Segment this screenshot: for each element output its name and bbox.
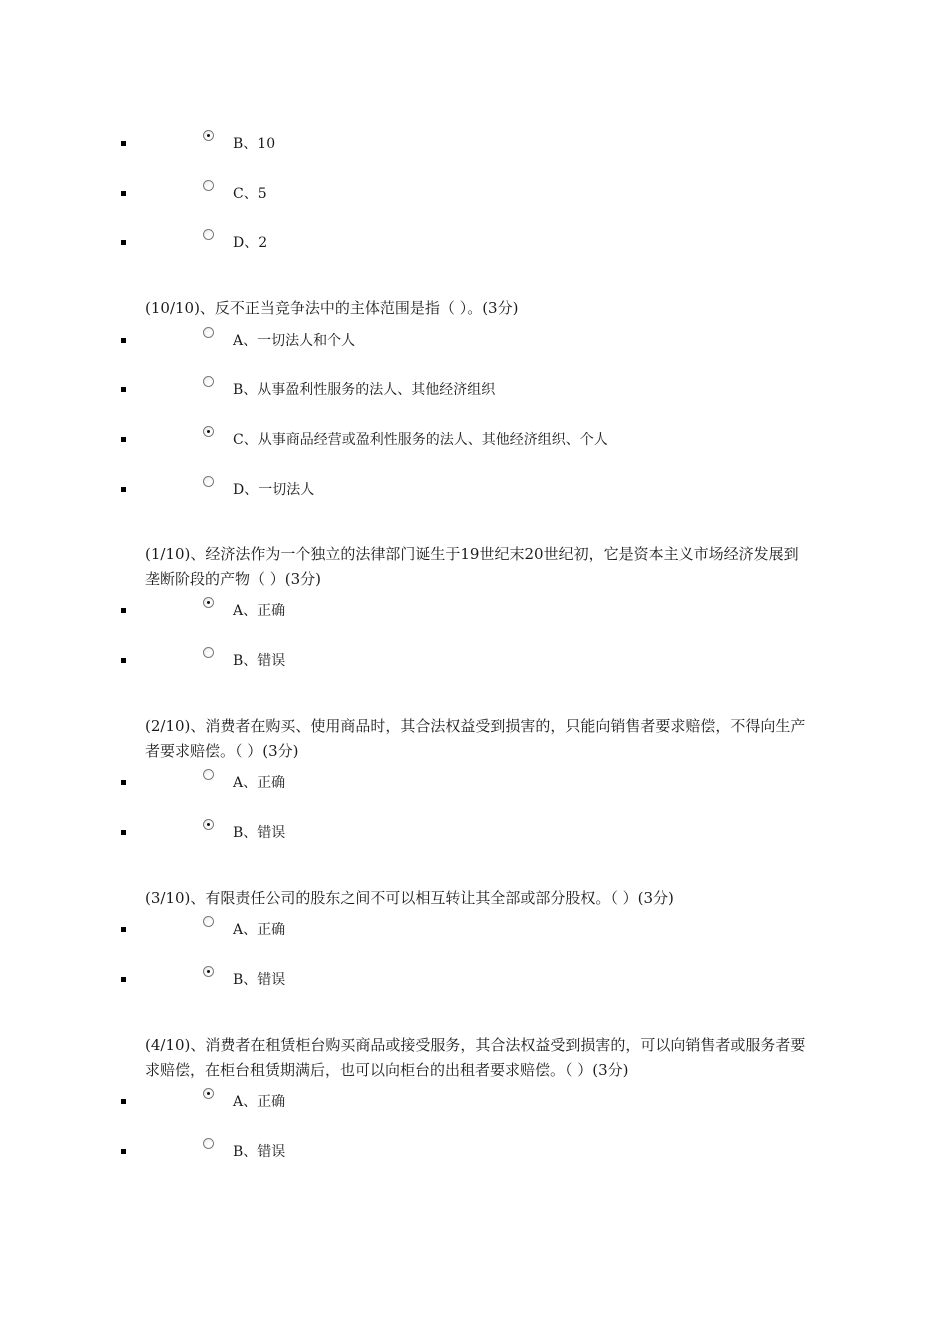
question-text: (10/10)、反不正当竞争法中的主体范围是指（ ）。(3分) [145,299,519,317]
bullet-marker [121,977,126,982]
bullet-marker [121,608,126,613]
bullet-marker [121,658,126,663]
option-label: B、错误 [233,653,286,669]
radio-button[interactable] [203,1138,214,1149]
radio-button[interactable] [203,376,214,387]
radio-button[interactable] [203,966,214,977]
option-label: B、10 [233,136,276,152]
question-text: (3/10)、有限责任公司的股东之间不可以相互转让其全部或部分股权。（ ）(3分) [145,889,674,907]
option-label: B、错误 [233,972,286,988]
radio-button[interactable] [203,647,214,658]
bullet-marker [121,780,126,785]
bullet-marker [121,927,126,932]
bullet-marker [121,191,126,196]
question-text: (2/10)、消费者在购买、使用商品时，其合法权益受到损害的，只能向销售者要求赔偿，不得向生产者要求赔偿。（ ）(3分) [145,717,806,760]
radio-button[interactable] [203,597,214,608]
question-text: (4/10)、消费者在租赁柜台购买商品或接受服务，其合法权益受到损害的，可以向销售者或服务者要求赔偿，在柜台租赁期满后，也可以向柜台的出租者要求赔偿。（ ）(3分) [145,1036,806,1079]
radio-button[interactable] [203,769,214,780]
option-label: A、正确 [233,922,286,938]
radio-button[interactable] [203,327,214,338]
bullet-marker [121,487,126,492]
option-label: D、2 [233,235,268,251]
option-label: C、5 [233,186,267,202]
option-label: A、一切法人和个人 [233,333,356,349]
bullet-marker [121,830,126,835]
option-label: B、错误 [233,825,286,841]
bullet-marker [121,1099,126,1104]
option-label: B、错误 [233,1144,286,1160]
option-label: A、正确 [233,1094,286,1110]
option-label: B、从事盈利性服务的法人、其他经济组织 [233,382,496,398]
bullet-marker [121,240,126,245]
radio-button[interactable] [203,180,214,191]
bullet-marker [121,437,126,442]
option-label: C、从事商品经营或盈利性服务的法人、其他经济组织、个人 [233,432,608,448]
option-label: A、正确 [233,775,286,791]
radio-button[interactable] [203,426,214,437]
bullet-marker [121,141,126,146]
radio-button[interactable] [203,476,214,487]
radio-button[interactable] [203,916,214,927]
radio-button[interactable] [203,130,214,141]
radio-button[interactable] [203,819,214,830]
option-label: D、一切法人 [233,482,315,498]
bullet-marker [121,387,126,392]
radio-button[interactable] [203,229,214,240]
option-label: A、正确 [233,603,286,619]
question-text: (1/10)、经济法作为一个独立的法律部门诞生于19世纪末20世纪初，它是资本主义市场经济发展到垄断阶段的产物（ ）(3分) [145,545,799,588]
bullet-marker [121,338,126,343]
bullet-marker [121,1149,126,1154]
radio-button[interactable] [203,1088,214,1099]
